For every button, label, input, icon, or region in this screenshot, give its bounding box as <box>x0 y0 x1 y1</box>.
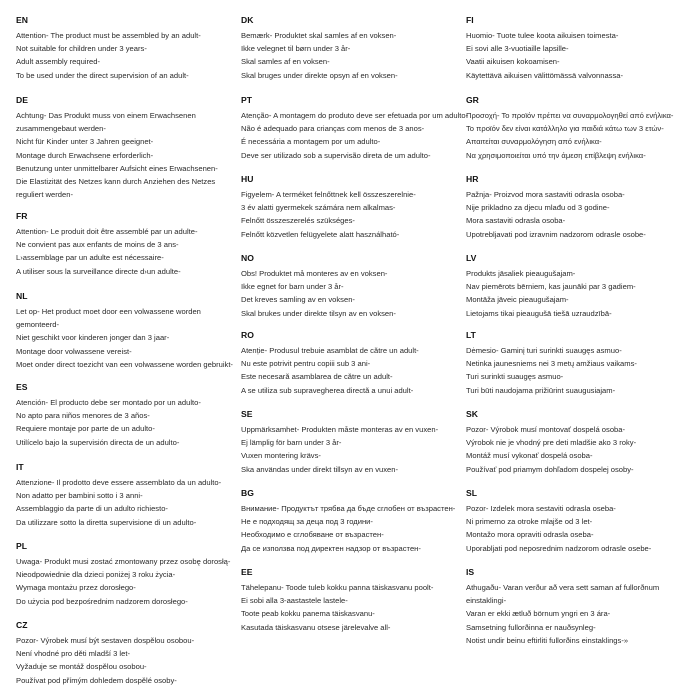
warning-lines <box>16 29 256 82</box>
warning-line: To be used under the direct supervision of an adult- <box>16 70 189 80</box>
warning-line: Skal samles af en voksen- <box>241 57 330 67</box>
language-section-fr <box>16 211 256 278</box>
language-code: HU <box>241 174 254 184</box>
language-section-pl <box>16 541 256 608</box>
warning-line: L›assemblage par un adulte est nécessaire- <box>16 253 164 263</box>
language-code: ES <box>16 382 28 392</box>
warning-line: Nieodpowiednie dla dzieci poniżej 3 roku życia- <box>16 570 176 580</box>
warning-line: Το προϊόν δεν είναι κατάλληλο για παιδιά κάτω των 3 ετών- <box>466 124 664 134</box>
warning-lines <box>241 344 481 397</box>
warning-line: Vyžaduje se montáž dospělou osobou- <box>16 662 147 672</box>
warning-line: Montažo mora opraviti odrasla oseba- <box>466 530 594 540</box>
warning-line: Toote peab kokku panema täiskasvanu- <box>241 609 375 619</box>
warning-line: Vuxen montering krävs- <box>241 451 321 461</box>
language-section-no <box>241 253 481 320</box>
warning-line: Skal brukes under direkte tilsyn av en voksen- <box>241 308 396 318</box>
language-section-cz <box>16 620 256 687</box>
warning-line: 3 év alatti gyermekek számára nem alkalmas- <box>241 203 396 213</box>
warning-line: Este necesară asamblarea de către un adult- <box>241 372 393 382</box>
warning-line: Netinka jaunesniems nei 3 metų amžiaus vaikams- <box>466 359 637 369</box>
language-section-es <box>16 382 256 449</box>
warning-line: Pozor- Izdelek mora sestaviti odrasla oseba- <box>466 504 616 513</box>
warning-lines <box>241 109 481 162</box>
language-code: RO <box>241 330 254 340</box>
warning-line: A se utiliza sub supravegherea directă a unui adult- <box>241 385 414 395</box>
warning-line: Benutzung unter unmittelbarer Aufsicht eines Erwachsenen- <box>16 163 218 173</box>
warning-line: Не е подходящ за деца под 3 години- <box>241 517 373 527</box>
warning-line: Montage durch Erwachsene erforderlich- <box>16 150 154 160</box>
language-code: PT <box>241 95 252 105</box>
warning-line: Bemærk- Produktet skal samles af en voksen- <box>241 31 397 40</box>
language-code: FR <box>16 211 28 221</box>
warning-line: Nicht für Kinder unter 3 Jahren geeignet- <box>16 137 154 147</box>
language-code: HR <box>466 174 479 184</box>
warning-line: A utiliser sous la surveillance directe d›un adulte- <box>16 266 181 276</box>
warning-lines <box>16 634 256 687</box>
language-section-it <box>16 462 256 529</box>
warning-line: Ni primerno za otroke mlajše od 3 let- <box>466 517 593 527</box>
warning-line: Atenție- Produsul trebuie asamblat de către un adult- <box>241 346 419 355</box>
warning-line: Obs! Produktet må monteres av en voksen- <box>241 269 388 278</box>
warning-line: Attention- The product must be assembled by an adult- <box>16 31 201 40</box>
language-code: SK <box>466 409 478 419</box>
warning-line: Athugaðu- Varan verður að vera sett saman af fullorðnum einstaklingi- <box>466 583 660 606</box>
warning-line: Ei sobi alla 3-aastastele lastele- <box>241 596 348 606</box>
warning-line: Ikke egnet for barn under 3 år- <box>241 282 344 292</box>
warning-line: Внимание- Продуктът трябва да бъде сглобен от възрастен- <box>241 504 456 513</box>
warning-lines <box>16 555 256 608</box>
warning-line: Uppmärksamhet- Produkten måste monteras av en vuxen- <box>241 425 439 434</box>
warning-line: Not suitable for children under 3 years- <box>16 44 147 54</box>
language-code: IT <box>16 462 24 472</box>
warning-lines <box>16 305 242 371</box>
language-code: NL <box>16 291 28 301</box>
warning-lines <box>466 502 700 555</box>
warning-line: Vaatii aikuisen kokoamisen- <box>466 57 560 67</box>
warning-lines <box>466 29 700 82</box>
language-section-pt <box>241 95 481 162</box>
language-section-hu <box>241 174 481 241</box>
warning-line: É necessária a montagem por um adulto- <box>241 137 381 147</box>
language-code: NO <box>241 253 254 263</box>
language-code: LT <box>466 330 476 340</box>
warning-line: Achtung- Das Produkt muss von einem Erwachsenen zusammengebaut werden- <box>16 111 196 134</box>
language-section-ro <box>241 330 481 397</box>
warning-line: Προσοχή- Το προϊόν πρέπει να συναρμολογηθεί από ενήλικα- <box>466 111 674 120</box>
warning-lines <box>16 396 256 449</box>
language-code: LV <box>466 253 477 263</box>
warning-line: Atención- El producto debe ser montado por un adulto- <box>16 398 201 407</box>
warning-line: Atenção- A montagem do produto deve ser efetuada por um adulto- <box>241 111 469 120</box>
warning-lines <box>16 109 242 201</box>
language-section-is <box>466 567 692 647</box>
language-section-en <box>16 15 256 82</box>
warning-lines <box>466 109 700 162</box>
language-code: PL <box>16 541 27 551</box>
warning-lines <box>466 581 692 647</box>
warning-line: Notist undir beinu eftirliti fullorðins einstaklings-» <box>466 635 629 645</box>
warning-line: Ikke velegnet til børn under 3 år- <box>241 44 351 54</box>
language-code: CZ <box>16 620 28 630</box>
language-code: GR <box>466 95 479 105</box>
warning-lines <box>241 502 481 555</box>
language-code: IS <box>466 567 475 577</box>
warning-line: Samsetning fullorðinna er nauðsynleg- <box>466 622 596 632</box>
warning-line: Não é adequado para crianças com menos de 3 anos- <box>241 124 425 134</box>
language-section-gr <box>466 95 700 162</box>
language-section-dk <box>241 15 481 82</box>
warning-line: Moet onder direct toezicht van een volwassene worden gebruikt- <box>16 359 233 369</box>
warning-line: Nije prikladno za djecu mlađu od 3 godine- <box>466 203 610 213</box>
language-code: EN <box>16 15 28 25</box>
language-code: SL <box>466 488 477 498</box>
warning-line: Wymaga montażu przez dorosłego- <box>16 583 136 593</box>
warning-line: Nav piemērots bērniem, kas jaunāki par 3 gadiem- <box>466 282 636 292</box>
warning-line: Niet geschikt voor kinderen jonger dan 3 jaar- <box>16 333 170 343</box>
warning-line: Montáž musí vykonať dospelá osoba- <box>466 451 593 461</box>
warning-line: Není vhodné pro děti mladší 3 let- <box>16 649 130 659</box>
warning-line: Lietojams tikai pieaugušā tiešā uzraudzībā- <box>466 308 612 318</box>
warning-line: Adult assembly required- <box>16 57 100 67</box>
warning-line: Απαιτείται συναρμολόγηση από ενήλικα- <box>466 137 602 147</box>
warning-line: Non adatto per bambini sotto i 3 anni- <box>16 491 143 501</box>
warning-lines <box>16 476 256 529</box>
warning-line: Výrobok nie je vhodný pre deti mladšie ako 3 roky- <box>466 438 637 448</box>
language-section-fi <box>466 15 700 82</box>
language-code: BG <box>241 488 254 498</box>
warning-line: Pozor- Výrobok musí montovať dospelá osoba- <box>466 425 626 434</box>
warning-line: Používať pod priamym dohľadom dospelej osoby- <box>466 464 634 474</box>
warning-line: Deve ser utilizado sob a supervisão direta de um adulto- <box>241 150 431 160</box>
warning-lines <box>241 423 481 476</box>
warning-line: Uwaga- Produkt musi zostać zmontowany przez osobę dorosłą- <box>16 557 231 566</box>
warning-line: Pažnja- Proizvod mora sastaviti odrasla osoba- <box>466 190 625 199</box>
warning-line: Requiere montaje por parte de un adulto- <box>16 424 155 434</box>
language-code: SE <box>241 409 253 419</box>
warning-line: Uporabljati pod neposrednim nadzorom odrasle osebe- <box>466 543 652 553</box>
warning-lines <box>241 29 481 82</box>
warning-line: Ej lämplig för barn under 3 år- <box>241 438 342 448</box>
warning-line: Huomio- Tuote tulee koota aikuisen toimesta- <box>466 31 619 40</box>
warning-line: Kasutada täiskasvanu otsese järelevalve all- <box>241 622 391 632</box>
language-code: FI <box>466 15 474 25</box>
warning-line: Ei sovi alle 3-vuotiaille lapsille- <box>466 44 569 54</box>
warning-line: Det kreves samling av en voksen- <box>241 295 355 305</box>
warning-line: Utilícelo bajo la supervisión directa de un adulto- <box>16 437 180 447</box>
warning-lines <box>466 423 700 476</box>
warning-lines <box>241 581 481 634</box>
language-section-bg <box>241 488 481 555</box>
warning-line: Felnőtt összeszerelés szükséges- <box>241 216 355 226</box>
language-code: EE <box>241 567 253 577</box>
language-section-lt <box>466 330 700 397</box>
warning-line: Montage door volwassene vereist- <box>16 346 132 356</box>
warning-line: Varan er ekki ætluð börnum yngri en 3 ára- <box>466 609 611 619</box>
warning-line: Käytettävä aikuisen välittömässä valvonnassa- <box>466 70 624 80</box>
warning-line: Attention- Le produit doit être assemblé par un adulte- <box>16 227 198 236</box>
warning-line: Assemblaggio da parte di un adulto richiesto- <box>16 504 168 514</box>
warning-line: Необходимо е сглобяване от възрастен- <box>241 530 384 540</box>
warning-line: Produkts jāsaliek pieaugušajam- <box>466 269 576 278</box>
language-section-hr <box>466 174 700 241</box>
language-code: DK <box>241 15 254 25</box>
language-section-sl <box>466 488 700 555</box>
warning-line: Ne convient pas aux enfants de moins de 3 ans- <box>16 240 179 250</box>
warning-lines <box>241 267 481 320</box>
warning-lines <box>466 188 700 241</box>
language-section-ee <box>241 567 481 634</box>
warning-line: Turi surinkti suaugęs asmuo- <box>466 372 564 382</box>
warning-line: Die Elastizität des Netzes kann durch Anziehen des Netzes reguliert werden- <box>16 177 216 200</box>
warning-line: Tähelepanu- Toode tuleb kokku panna täiskasvanu poolt- <box>241 583 434 592</box>
warning-line: Dėmesio- Gaminį turi surinkti suaugęs asmuo- <box>466 346 622 355</box>
warning-line: Pozor- Výrobek musí být sestaven dospělou osobou- <box>16 636 195 645</box>
language-section-sk <box>466 409 700 476</box>
warning-line: Skal bruges under direkte opsyn af en voksen- <box>241 70 398 80</box>
warning-line: Mora sastaviti odrasla osoba- <box>466 216 566 226</box>
warning-line: Montāža jāveic pieaugušajam- <box>466 295 569 305</box>
warning-line: Felnőtt közvetlen felügyelete alatt használható- <box>241 229 400 239</box>
warning-line: Let op- Het product moet door een volwassene worden gemonteerd- <box>16 307 201 330</box>
warning-line: Turi būti naudojama prižiūrint suaugusiajam- <box>466 385 616 395</box>
warning-line: Nu este potrivit pentru copiii sub 3 ani- <box>241 359 371 369</box>
warning-line: Figyelem- A terméket felnőttnek kell összeszerelnie- <box>241 190 416 199</box>
warning-lines <box>16 225 256 278</box>
language-section-de <box>16 95 242 201</box>
warning-lines <box>466 344 700 397</box>
language-section-lv <box>466 253 700 320</box>
warning-line: Ska användas under direkt tillsyn av en vuxen- <box>241 464 399 474</box>
language-section-se <box>241 409 481 476</box>
warning-line: Používat pod přímým dohledem dospělé osoby- <box>16 675 177 685</box>
language-section-nl <box>16 291 242 371</box>
warning-line: Attenzione- Il prodotto deve essere assemblato da un adulto- <box>16 478 222 487</box>
warning-line: Да се използва под директен надзор от възрастен- <box>241 543 421 553</box>
warning-line: Do użycia pod bezpośrednim nadzorem dorosłego- <box>16 596 188 606</box>
language-code: DE <box>16 95 28 105</box>
warning-line: Upotrebljavati pod izravnim nadzorom odrasle osobe- <box>466 229 646 239</box>
warning-line: Da utilizzare sotto la diretta supervisione di un adulto- <box>16 517 197 527</box>
warning-lines <box>241 188 481 241</box>
warning-line: No apto para niños menores de 3 años- <box>16 411 150 421</box>
warning-lines <box>466 267 700 320</box>
warning-line: Να χρησιμοποιείται υπό την άμεση επίβλεψη ενήλικα- <box>466 150 646 160</box>
